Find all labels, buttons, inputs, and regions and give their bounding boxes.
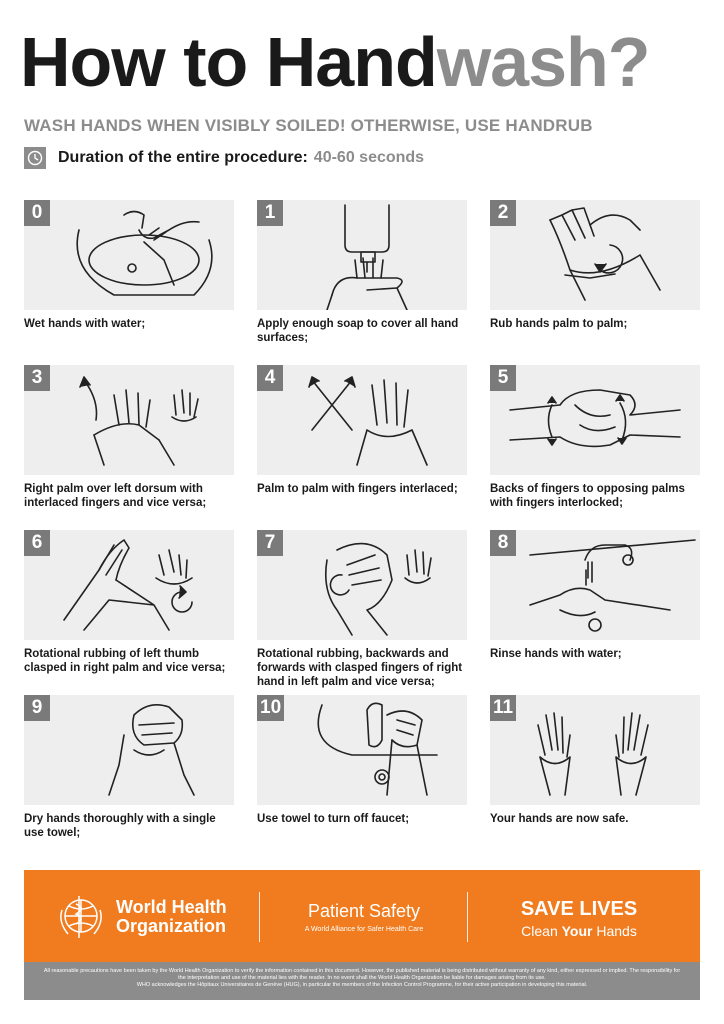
- step-illustration: [257, 200, 467, 310]
- thumb-rotation-icon: [24, 530, 234, 640]
- step-number: 1: [257, 200, 283, 226]
- step-illustration: [490, 200, 700, 310]
- step-caption: Your hands are now safe.: [490, 813, 629, 825]
- slogan-part-1: Clean: [521, 923, 562, 939]
- dorsum-rub-icon: [24, 365, 234, 475]
- step-illustration: [490, 695, 700, 805]
- step-5: [490, 365, 700, 510]
- rinse-faucet-icon: [490, 530, 700, 640]
- towel-dry-icon: [24, 695, 234, 805]
- step-caption: Rub hands palm to palm;: [490, 318, 628, 330]
- step-3: [24, 365, 234, 510]
- step-number: 8: [490, 530, 516, 556]
- step-caption: Apply enough soap to cover all hand surfaces;: [257, 318, 459, 344]
- step-illustration: [24, 365, 234, 475]
- step-caption: Backs of fingers to opposing palms with fingers interlocked;: [490, 483, 685, 509]
- step-caption: Palm to palm with fingers interlaced;: [257, 483, 458, 495]
- step-7: [257, 530, 467, 689]
- step-number: 3: [24, 365, 50, 391]
- save-lives-title: SAVE LIVES: [520, 898, 638, 920]
- step-number: 0: [24, 200, 50, 226]
- sink-hands-icon: [24, 200, 234, 310]
- step-caption: Rotational rubbing, backwards and forwards with clasped fingers of right hand in left palm and vice versa;: [257, 648, 463, 688]
- faucet-off-icon: [257, 695, 467, 805]
- slogan-part-2: Your: [561, 923, 593, 939]
- who-name: [116, 898, 227, 936]
- step-11: [490, 695, 700, 826]
- title-gray: wash?: [436, 23, 650, 101]
- step-8: [490, 530, 700, 661]
- step-9: [24, 695, 234, 840]
- step-illustration: [257, 365, 467, 475]
- step-number: 11: [490, 695, 516, 721]
- footer-divider: [467, 892, 468, 942]
- who-line-1: World Health: [116, 897, 227, 917]
- page-title: [20, 22, 650, 102]
- patient-safety-subtitle: A World Alliance for Safer Health Care: [304, 926, 424, 933]
- step-illustration: [490, 365, 700, 475]
- step-number: 10: [257, 695, 284, 721]
- soap-dispenser-icon: [257, 200, 467, 310]
- who-logo: [54, 892, 227, 942]
- who-emblem-icon: [54, 892, 108, 942]
- clean-hands-slogan: [479, 922, 679, 940]
- save-lives: [479, 898, 679, 940]
- clock-icon: [24, 147, 46, 169]
- step-10: [257, 695, 467, 826]
- fingers-interlocked-icon: [490, 365, 700, 475]
- patient-safety: [264, 900, 464, 933]
- step-4: [257, 365, 467, 496]
- palm-to-palm-icon: [490, 200, 700, 310]
- step-caption: Right palm over left dorsum with interlaced fingers and vice versa;: [24, 483, 207, 509]
- step-number: 2: [490, 200, 516, 226]
- step-caption: Dry hands thoroughly with a single use towel;: [24, 813, 216, 839]
- duration-line: [24, 146, 424, 170]
- slogan-part-3: Hands: [592, 923, 637, 939]
- step-illustration: [257, 695, 467, 805]
- step-illustration: [257, 530, 467, 640]
- footer-banner: [24, 870, 700, 962]
- step-6: [24, 530, 234, 675]
- step-caption: Rinse hands with water;: [490, 648, 622, 660]
- step-caption: Wet hands with water;: [24, 318, 146, 330]
- step-number: 9: [24, 695, 50, 721]
- fingertip-rotation-icon: [257, 530, 467, 640]
- duration-value: 40-60 seconds: [313, 149, 425, 166]
- step-number: 7: [257, 530, 283, 556]
- disclaimer-text-1: All reasonable precautions have been taken by the World Health Organization to verify the information contained in this document. However, the published material is being distributed without warranty of any kind, either expressed or implied. The responsibility for the interpretation and use of the material lies with the reader. In no event shall the World Health Organization be liable for damages arising from its use.: [43, 968, 681, 981]
- step-illustration: [24, 200, 234, 310]
- patient-safety-title: Patient Safety: [307, 901, 421, 921]
- safe-hands-icon: [490, 695, 700, 805]
- step-illustration: [490, 530, 700, 640]
- step-illustration: [24, 530, 234, 640]
- step-number: 4: [257, 365, 283, 391]
- step-caption: Use towel to turn off faucet;: [257, 813, 410, 825]
- step-number: 5: [490, 365, 516, 391]
- disclaimer: [24, 962, 700, 1000]
- step-caption: Rotational rubbing of left thumb clasped in right palm and vice versa;: [24, 648, 226, 674]
- step-number: 6: [24, 530, 50, 556]
- footer-divider: [259, 892, 260, 942]
- step-1: [257, 200, 467, 345]
- fingers-interlaced-icon: [257, 365, 467, 475]
- duration-label: Duration of the entire procedure:: [58, 149, 308, 166]
- step-2: [490, 200, 700, 331]
- step-illustration: [24, 695, 234, 805]
- step-0: [24, 200, 234, 331]
- title-dark: How to Hand: [20, 23, 437, 101]
- page-subtitle: WASH HANDS WHEN VISIBLY SOILED! OTHERWISE, USE HANDRUB: [24, 116, 593, 135]
- disclaimer-text-2: WHO acknowledges the Hôpitaux Universitaires de Genève (HUG), in particular the members of the Infection Control Programme, for their active participation in developing this material.: [136, 982, 588, 988]
- who-line-2: Organization: [116, 916, 227, 936]
